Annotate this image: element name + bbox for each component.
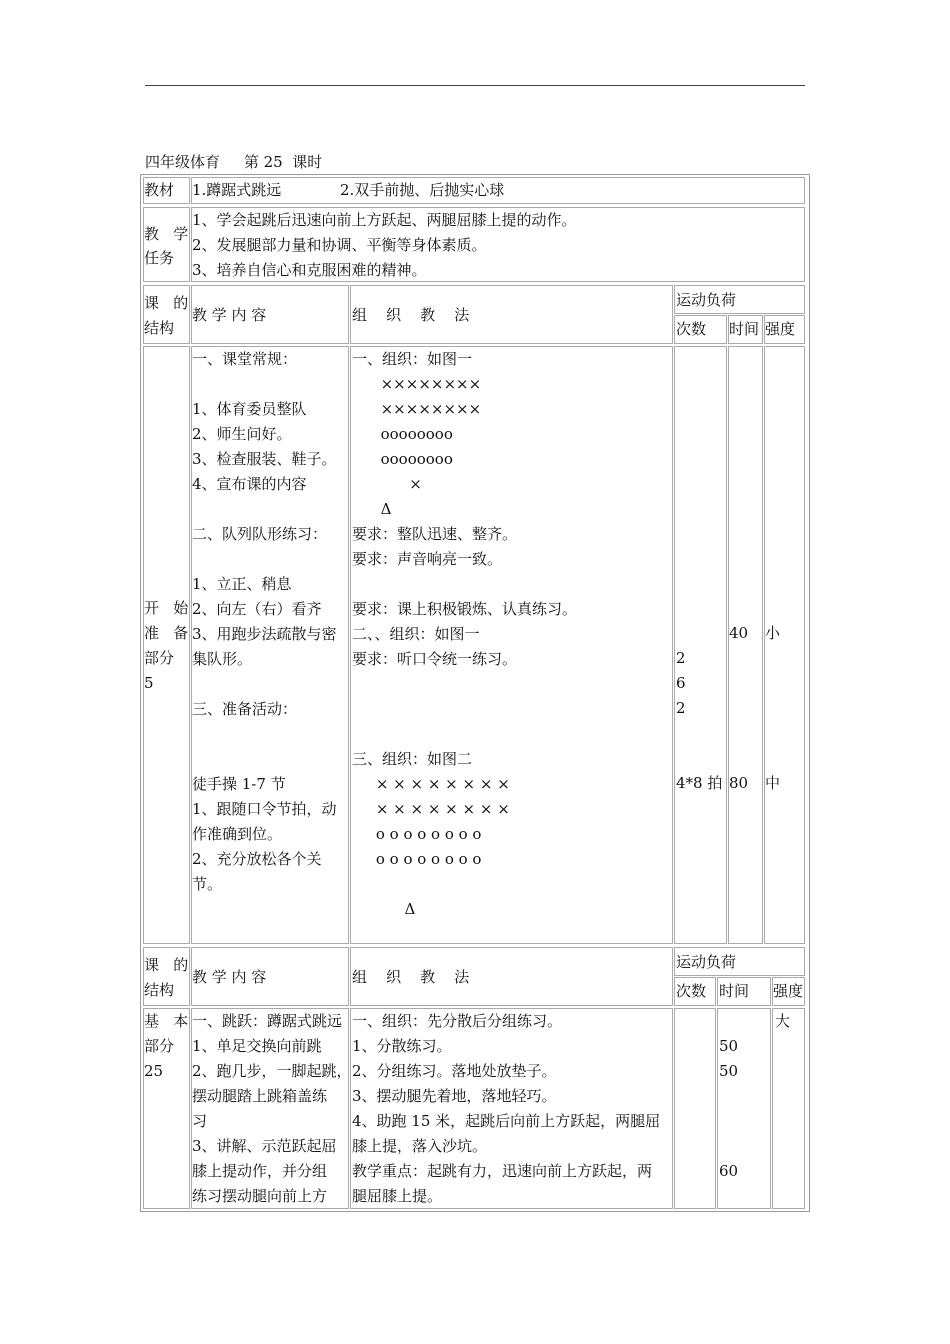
begin-content-line-12: 3、用跑步法疏散与密: [192, 625, 337, 643]
begin-time-1: 40: [729, 624, 749, 642]
jiaocai-item-1: 1.蹲踞式跳远: [192, 181, 282, 199]
basic-org-line-2: 1、分散练习。: [352, 1037, 452, 1055]
basic-time-2: 50: [719, 1062, 739, 1080]
basic-org-line-8: 腿屈膝上提。: [352, 1187, 443, 1205]
begin-org-line-7: Δ: [352, 500, 392, 518]
head1-load: 运动负荷: [676, 291, 737, 309]
begin-intensity-1: 小: [765, 624, 781, 642]
begin-org-line-17: 三、组织：如图二: [352, 750, 473, 768]
task-line-3: 3、培养自信心和克服困难的精神。: [192, 261, 427, 279]
begin-org-line-20: o o o o o o o o: [352, 825, 482, 843]
jiaocai-item-2: 2.双手前抛、后抛实心球: [340, 181, 505, 199]
begin-content-line-21: 2、充分放松各个关: [192, 850, 322, 868]
begin-count-1: 2: [676, 649, 686, 667]
head2-struct-a: 课 的: [144, 956, 189, 974]
basic-org-line-4: 3、摆动腿先着地，落地轻巧。: [352, 1087, 557, 1105]
task-label-a: 教 学: [144, 225, 189, 243]
begin-org-line-8: 要求：整队迅速、整齐。: [352, 525, 518, 543]
begin-org-line-4: oooooooo: [352, 425, 453, 443]
head2-count: 次数: [676, 982, 707, 1000]
task-label-b: 任务: [144, 249, 175, 267]
basic-content-line-2: 1、单足交换向前跳: [192, 1037, 322, 1055]
basic-org-line-5: 4、助跑 15 米，起跳后向前上方跃起，两腿屈: [352, 1112, 661, 1130]
begin-org-line-2: ××××××××: [352, 375, 482, 393]
begin-org-line-19: × × × × × × × ×: [352, 800, 510, 818]
begin-org-line-3: ××××××××: [352, 400, 482, 418]
begin-content-line-1: 一、课堂常规：: [192, 350, 298, 368]
head1-intensity: 强度: [765, 320, 796, 338]
basic-content-line-1: 一、跳跃：蹲踞式跳远: [192, 1012, 343, 1030]
begin-part-b: 准 备: [144, 624, 189, 642]
begin-org-line-1: 一、组织：如图一: [352, 350, 473, 368]
page-title: 四年级体育 第 25 课时: [145, 153, 323, 171]
begin-content-line-20: 作准确到位。: [192, 825, 283, 843]
begin-count-3: 2: [676, 699, 686, 717]
basic-time-1: 50: [719, 1037, 739, 1055]
begin-org-line-13: 要求：听口令统一练习。: [352, 650, 518, 668]
basic-intensity-cell: [772, 1008, 805, 1209]
basic-content-line-4: 摆动腿踏上跳箱盖练: [192, 1087, 328, 1105]
begin-org-line-12: 二、、组织：如图一: [352, 625, 480, 643]
begin-org-line-23: Δ: [352, 900, 416, 918]
begin-part-a: 开 始: [144, 599, 189, 617]
begin-part-d: 5: [144, 674, 154, 692]
basic-content-line-5: 习: [192, 1112, 208, 1130]
basic-part-a: 基 本: [144, 1012, 189, 1030]
begin-org-line-6: ×: [352, 475, 422, 493]
basic-org-line-3: 2、分组练习。落地处放垫子。: [352, 1062, 557, 1080]
begin-content-line-18: 徒手操 1-7 节: [192, 775, 286, 793]
begin-content-line-22: 节。: [192, 875, 223, 893]
begin-count-2: 6: [676, 674, 686, 692]
basic-intensity-1: 大: [775, 1012, 791, 1030]
begin-intensity-2: 中: [765, 774, 781, 792]
basic-org-line-7: 教学重点：起跳有力，迅速向前上方跃起，两: [352, 1162, 653, 1180]
jiaocai-label: 教材: [144, 181, 175, 199]
task-line-1: 1、学会起跳后迅速向前上方跃起、两腿屈膝上提的动作。: [192, 211, 577, 229]
header-rule: [145, 85, 805, 86]
basic-org-line-6: 膝上提，落入沙坑。: [352, 1137, 488, 1155]
begin-time-2: 80: [729, 774, 749, 792]
head2-org: 组 织 教 法: [352, 968, 470, 986]
basic-content-line-6: 3、讲解、示范跃起屈: [192, 1137, 337, 1155]
head2-load: 运动负荷: [676, 953, 737, 971]
begin-content-line-6: 4、宣布课的内容: [192, 475, 307, 493]
begin-org-line-9: 要求：声音响亮一致。: [352, 550, 503, 568]
begin-part-c: 部分: [144, 649, 175, 667]
begin-content-line-15: 三、准备活动：: [192, 700, 298, 718]
basic-org-line-1: 一、组织：先分散后分组练习。: [352, 1012, 563, 1030]
basic-time-3: 60: [719, 1162, 739, 1180]
head2-time: 时间: [719, 982, 750, 1000]
begin-content-line-5: 3、检查服装、鞋子。: [192, 450, 337, 468]
begin-count-4: 4*8 拍: [676, 774, 723, 792]
head1-content: 教 学 内 容: [192, 306, 267, 324]
head2-intensity: 强度: [773, 982, 804, 1000]
begin-count-cell: [674, 346, 727, 944]
task-line-2: 2、发展腿部力量和协调、平衡等身体素质。: [192, 236, 487, 254]
begin-content-line-4: 2、师生问好。: [192, 425, 292, 443]
head1-count: 次数: [676, 320, 707, 338]
begin-content-line-10: 1、立正、稍息: [192, 575, 292, 593]
begin-org-line-21: o o o o o o o o: [352, 850, 482, 868]
begin-org-line-11: 要求：课上积极锻炼、认真练习。: [352, 600, 578, 618]
head1-struct-b: 结构: [144, 319, 175, 337]
basic-count-cell: [674, 1008, 716, 1209]
basic-content-line-8: 练习摆动腿向前上方: [192, 1187, 328, 1205]
basic-part-c: 25: [144, 1062, 164, 1080]
head1-time: 时间: [729, 320, 760, 338]
basic-part-b: 部分: [144, 1037, 175, 1055]
begin-content-line-11: 2、向左（右）看齐: [192, 600, 322, 618]
begin-content-line-3: 1、体育委员整队: [192, 400, 307, 418]
begin-org-line-5: oooooooo: [352, 450, 453, 468]
head2-struct-b: 结构: [144, 981, 175, 999]
basic-content-line-3: 2、跑几步，一脚起跳，: [192, 1062, 352, 1080]
begin-content-line-8: 二、队列队形练习：: [192, 525, 328, 543]
begin-content-line-13: 集队形。: [192, 650, 253, 668]
begin-content-line-19: 1、跟随口令节拍，动: [192, 800, 337, 818]
head1-org: 组 织 教 法: [352, 306, 470, 324]
begin-org-line-18: × × × × × × × ×: [352, 775, 510, 793]
basic-content-line-7: 膝上提动作，并分组: [192, 1162, 328, 1180]
head1-struct-a: 课 的: [144, 294, 189, 312]
head2-content: 教 学 内 容: [192, 968, 267, 986]
